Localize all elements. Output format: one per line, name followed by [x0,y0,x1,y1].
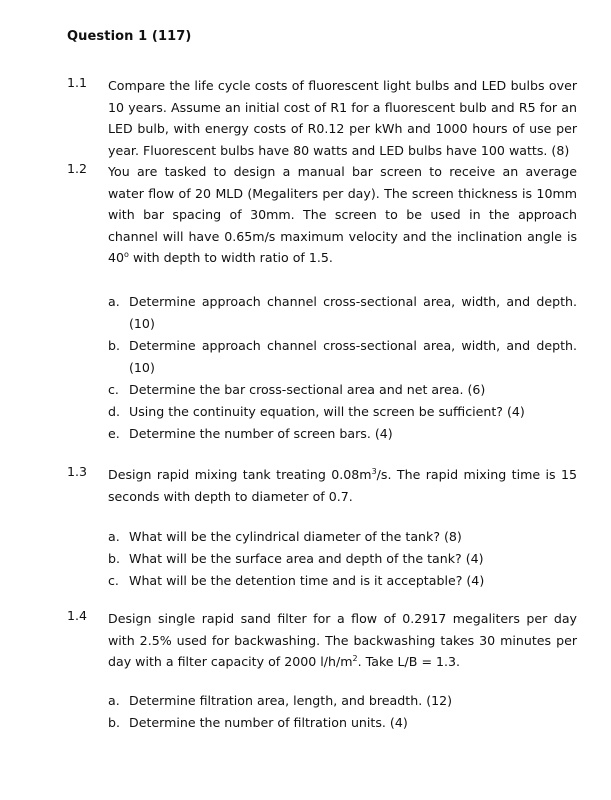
question-number: 1.1 [67,75,88,90]
question-number: 1.4 [67,608,88,623]
list-item: c. What will be the detention time and is it acceptable? (4) [108,573,485,588]
question-1-3-subparts [67,526,577,592]
list-item: c. Determine the bar cross-sectional area and net area. (6) [108,382,486,397]
question-text: You are tasked to design a manual bar screen to receive an average water flow of 20 MLD (Megaliters per day). The screen thickness is 10mm with bar spacing of 30mm. The screen to be used in the approach channel will have 0.65m/s maximum velocity and the inclination angle is 40$^o$ with depth to width ratio of 1.5. [108,164,577,265]
subpart-list [108,526,577,592]
question-1-1 [67,75,577,161]
list-item: a. Determine filtration area, length, and breadth. (12) [108,693,453,708]
question-number: 1.3 [67,464,88,479]
question-text: Compare the life cycle costs of fluorescent light bulbs and LED bulbs over 10 years. Assume an initial cost of R1 for a fluorescent bulb and R5 for an LED bulb, with energy costs of R0.12 per kWh and 1000 hours of use per year. Fluorescent bulbs have 80 watts and LED bulbs have 100 watts. (8) [108,78,577,158]
list-item: e. Determine the number of screen bars. (4) [108,426,393,441]
question-1-3 [67,464,577,507]
question-1-2-subparts [67,291,577,445]
question-1-2 [67,161,577,269]
question-text: Design rapid mixing tank treating $0.08m^3/s$. The rapid mixing time is 15 seconds with depth to diameter of 0.7. [108,466,577,504]
question-1-4-subparts [67,690,577,734]
question-text: Design single rapid sand filter for a flow of 0.2917 megaliters per day with 2.5% used for backwashing. The backwashing takes 30 minutes per day with a filter capacity of 2000 $l/h/m^2$. Take L/B = 1.3. [108,611,577,669]
question-number: 1.2 [67,161,88,176]
subpart-list [108,690,577,734]
list-item: d. Using the continuity equation, will the screen be sufficient? (4) [108,404,525,419]
list-item: b. Determine approach channel cross-sectional area, width, and depth. (10) [108,338,577,375]
list-item: b. What will be the surface area and depth of the tank? (4) [108,551,484,566]
question-1-4 [67,608,577,673]
list-item: b. Determine the number of filtration units. (4) [108,715,408,730]
list-item: a. What will be the cylindrical diameter of the tank? (8) [108,529,462,544]
page-title: Question 1 (117) [67,29,192,44]
list-item: a. Determine approach channel cross-sectional area, width, and depth. (10) [108,294,577,331]
subpart-list [108,291,577,445]
